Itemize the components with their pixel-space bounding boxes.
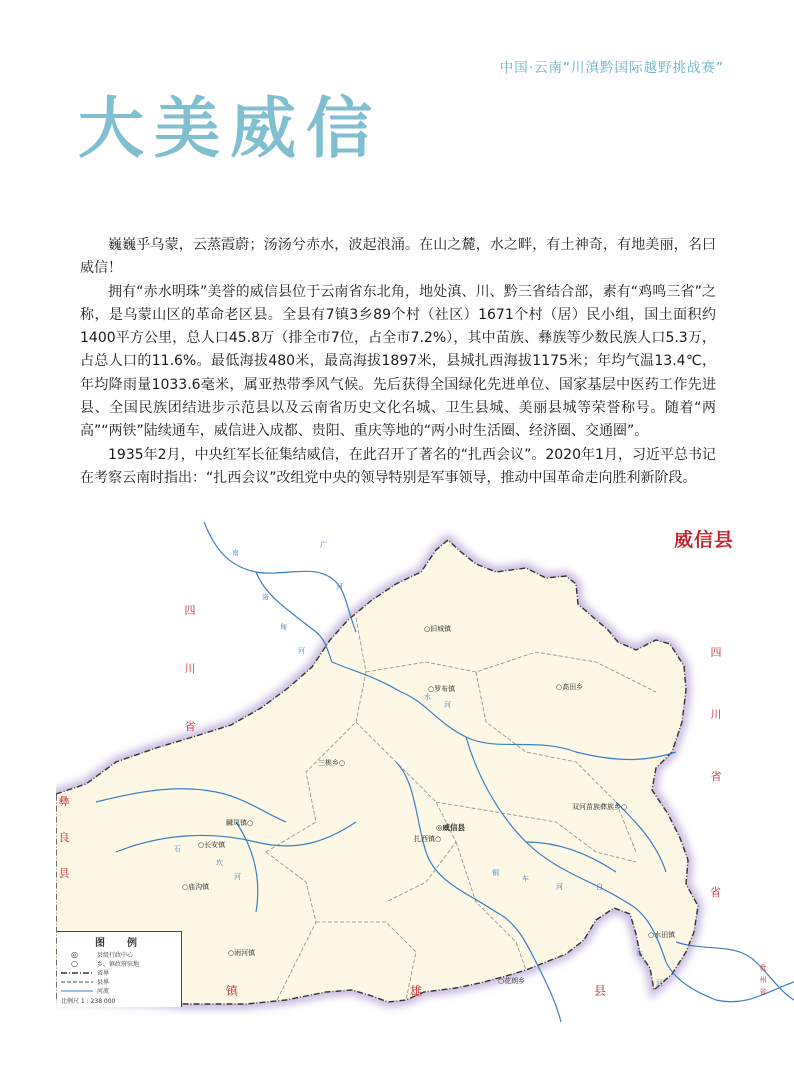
town-dot-icon: ○ (71, 959, 78, 968)
town-label: ○罗布镇 (428, 685, 456, 693)
paragraph: 巍巍乎乌蒙，云蒸霞蔚；汤汤兮赤水，波起浪涌。在山之麓，水之畔，有土神奇，有地美丽，名曰威信！ (80, 237, 716, 277)
town-label: ○庙沟镇 (182, 883, 210, 891)
town-label: ○高田乡 (556, 683, 584, 691)
county-map: 四 川 省 四 川 省 彝 良 县 省 镇 雄 县 贵 州 省 ○旧城镇 ○罗布镇 ○高田乡 三桃乡○ 双河苗族彝族乡○ 麟凤镇○ 扎西镇○ ◎威信县 ○长安镇 ○庙沟镇 ○水田镇 ○雨河镇 ○花朗乡 南 广 河 洛 甸 河 石 坎 河 水 河 铜 车 河 白 水 河 (56, 522, 794, 1022)
page-title: 大美威信 (78, 90, 382, 167)
town-dot-icon: ○ (556, 683, 563, 691)
neighbor-sichuan-left: 四 川 省 (184, 604, 196, 733)
town-dot-icon: ○ (182, 883, 189, 891)
town-label: 麟凤镇○ (226, 819, 254, 827)
county-seat-label: ◎威信县 (436, 823, 466, 832)
town-dot-icon: ○ (228, 949, 235, 957)
county-name-badge: 威信县 (670, 525, 738, 552)
river-icon (61, 989, 97, 993)
legend-item: ◎ 县级行政中心 (57, 950, 181, 959)
paragraph: 拥有“赤水明珠”美誉的威信县位于云南省东北角，地处滇、川、黔三省结合部，素有“鸡鸣三省”之称，是乌蒙山区的革命老区县。全县有7镇3乡89个村（社区）1671个村（居）民小组，国土面积约1400平方公里，总人口45.8万（排全市7位，占全市7.2%），其中苗族、彝族等少数民族人口5.3万，占总人口的11.6%。最低海拔480米，最高海拔1897米，县城扎西海拔1175米；年均气温13.4℃，年均降雨量1033.6毫米，属亚热带季风气候。先后获得全国绿化先进单位、国家基层中医药工作先进县、全国民族团结进步示范县以及云南省历史文化名城、卫生县城、美丽县城等荣誉称号。随着“两高”“两铁”陆续通车，威信进入成都、贵阳、重庆等地的“两小时生活圈、经济圈、交通圈”。 (80, 283, 716, 440)
town-label: ○花朗乡 (498, 977, 526, 985)
town-dot-icon: ○ (435, 835, 442, 843)
town-dot-icon: ○ (621, 803, 628, 811)
town-label: ○旧城镇 (424, 625, 452, 633)
legend-item: 河流 (57, 986, 181, 995)
neighbor-guizhou-corner: 贵 州 省 (759, 964, 767, 996)
paragraph: 1935年2月，中央红军长征集结威信，在此召开了著名的“扎西会议”。2020年1月，习近平总书记在考察云南时指出：“扎西会议”改组党中央的领导特别是军事领导，推动中国革命走向胜利新阶段。 (80, 446, 716, 486)
town-dot-icon: ○ (339, 759, 346, 767)
town-label: 扎西镇○ (414, 835, 442, 843)
legend-item: 县界 (57, 977, 181, 986)
neighbor-sichuan-right: 四 川 省 (710, 646, 722, 783)
legend-item: ○ 乡、镇政府驻地 (57, 959, 181, 968)
town-dot-icon: ○ (198, 841, 205, 849)
town-label: 双河苗族彝族乡○ (572, 803, 628, 811)
map-scale: 比例尺 1 : 238 000 (61, 998, 116, 1005)
neighbor-yiliang: 彝 良 县 (58, 795, 70, 880)
town-dot-icon: ○ (648, 931, 655, 939)
town-dot-icon: ○ (247, 819, 254, 827)
town-label: ○水田镇 (648, 931, 676, 939)
series-header: 中国·云南“川滇黔国际越野挑战赛” (499, 60, 724, 76)
neighbor-guizhou-right: 省 (710, 886, 721, 899)
town-label: ○长安镇 (198, 841, 226, 849)
article-body (80, 234, 716, 490)
town-label: 三桃乡○ (318, 759, 346, 767)
legend-title: 图 例 (95, 938, 143, 949)
county-seat-icon: ◎ (436, 823, 443, 832)
town-label: ○雨河镇 (228, 949, 256, 957)
town-dot-icon: ○ (428, 685, 435, 693)
neighbor-zhenxiong: 镇 雄 县 (226, 984, 606, 998)
legend-item: 省界 (57, 968, 181, 977)
town-dot-icon: ○ (498, 977, 505, 985)
county-boundary-icon (61, 980, 97, 984)
county-seat-icon: ◎ (71, 950, 78, 959)
province-boundary-icon (61, 971, 97, 975)
map-legend (57, 931, 182, 1007)
town-dot-icon: ○ (424, 625, 431, 633)
